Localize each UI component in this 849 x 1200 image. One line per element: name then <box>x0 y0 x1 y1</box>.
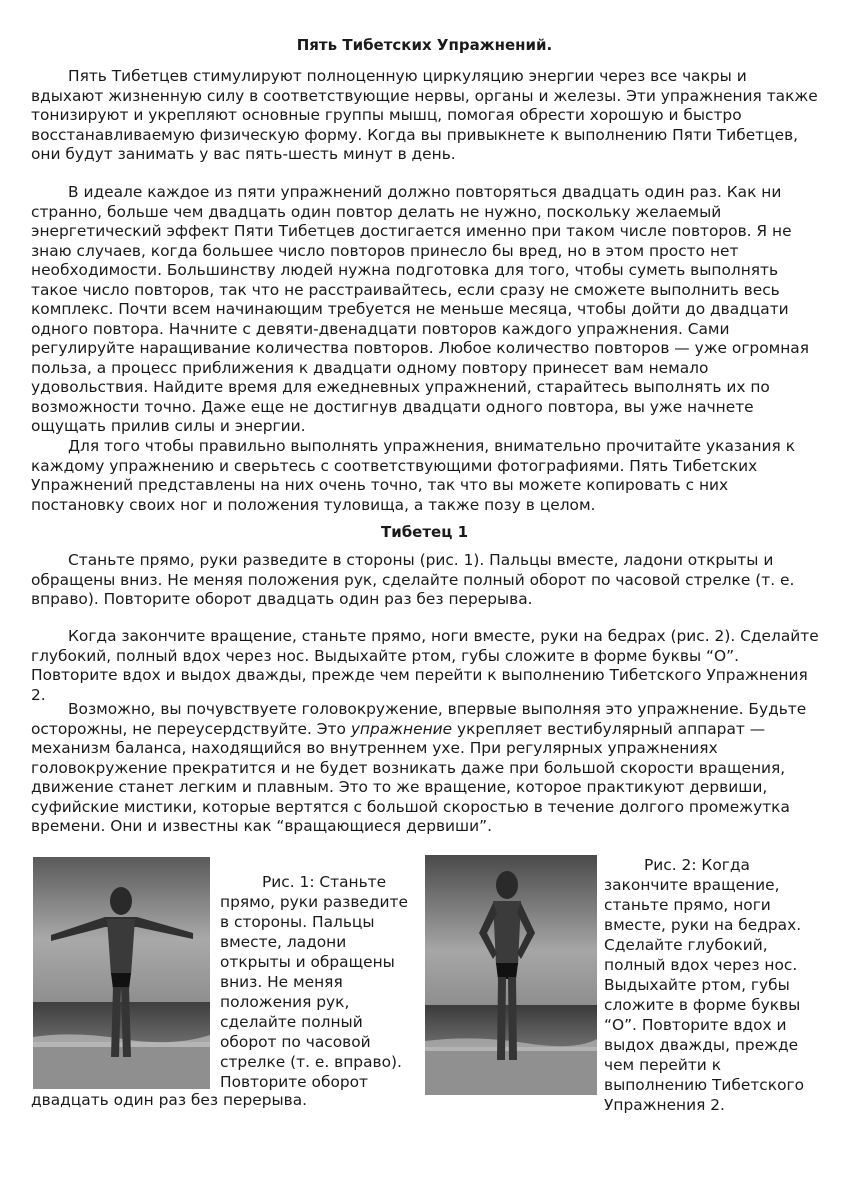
man-arms-outstretched-image <box>33 857 210 1089</box>
intro-paragraph-2: В идеале каждое из пяти упражнений должно повторяться двадцать один раз. Как ни странно, больше чем двадцать один повтор делать не нужно, поскольку желаемый энергетический эффект Пяти Тибетцев достигается именно при таком числе повторов. Я не знаю случаев, когда большее число повторов принесло бы вред, но в этом просто нет необходимости. Большинству людей нужна подготовка для того, чтобы суметь выполнять такое число повторов, так что не расстраивайтесь, если сразу не сможете выполнить весь комплекс. Почти всем начинающим требуется не меньше месяца, чтобы дойти до двадцати одного повтора. Начните с девяти-двенадцати повторов каждого упражнения. Сами регулируйте наращивание количества повторов. Любое количество повторов — уже огромная польза, а процесс приближения к двадцати одному повтору принесет вам немало удовольствия. Найдите время для ежедневных упражнений, старайтесь выполнять их по возможности точно. Даже еще не достигнув двадцати одного повтора, вы уже начнете ощущать прилив силы и энергии. <box>31 183 809 435</box>
intro-paragraph-3: Для того чтобы правильно выполнять упражнения, внимательно прочитайте указания к каждому упражнению и сверьтесь с соответствующими фотографиями. Пять Тибетских Упражнений представлены на них очень точно, так что вы можете копировать с них постановку своих ног и положения туловища, а также позу в целом. <box>31 437 795 514</box>
paragraph-text: Возможно, вы почувствуете головокружение, впервые выполняя это упражнение. Будьте осторожны, не переусердствуйте. Это <box>31 700 807 738</box>
page-title: Пять Тибетских Упражнений. <box>296 36 553 54</box>
section-paragraph-2: Когда закончите вращение, станьте прямо, ноги вместе, руки на бедрах (рис. 2). Сделайте глубокий, полный вдох через нос. Выдыхайте ртом, губы сложите в форме буквы “О”. Повторите вдох и выдох дважды, прежде чем перейти к выполнению Тибетского Упражнения 2. <box>31 627 819 704</box>
figure-2-photo <box>425 855 597 1095</box>
figure-2-caption: Рис. 2: Когда закончите вращение, станьте прямо, ноги вместе, руки на бедрах. Сделайте глубокий, полный вдох через нос. Выдыхайте ртом, губы сложите в форме буквы “О”. Повторите вдох и выдох дважды, прежде чем перейти к выполнению Тибетского Упражнения 2. <box>604 856 804 1114</box>
figure-1-photo <box>33 857 210 1089</box>
paragraph-text: укрепляет вестибулярный аппарат — механизм баланса, находящийся во внутреннем ухе. При регулярных упражнениях головокружение прекратится и не будет возникать даже при большой скорости вращения, движение станет легким и плавным. Это то же вращение, которое практикуют дервиши, суфийские мистики, которые вертятся с большой скоростью в течение долгого промежутка времени. Они и известны как “вращающиеся дервиши”. <box>31 719 790 835</box>
intro-paragraph-1: Пять Тибетцев стимулируют полноценную циркуляцию энергии через все чакры и вдыхают жизненную силу в соответствующие нервы, органы и железы. Эти упражнения также тонизируют и укрепляют основные группы мышц, помогая обрести хорошую и быстро восстанавливаемую физическую форму. Когда вы привыкнете к выполнению Пяти Тибетцев, они будут занимать у вас пять-шесть минут в день. <box>31 67 818 163</box>
section-heading: Тибетец 1 <box>380 523 469 541</box>
figure-1-caption: Рис. 1: Станьте прямо, руки разведите в стороны. Пальцы вместе, ладони открыты и обращены вниз. Не меняя положения рук, сделайте полный оборот по часовой стрелке (т. е. вправо). Повторите оборот <box>220 873 408 1091</box>
figure-1-caption-continued: двадцать один раз без перерыва. <box>31 1091 308 1109</box>
section-paragraph-1: Станьте прямо, руки разведите в стороны (рис. 1). Пальцы вместе, ладони открыты и обращены вниз. Не меняя положения рук, сделайте полный оборот по часовой стрелке (т. е. вправо). Повторите оборот двадцать один раз без перерыва. <box>31 551 795 608</box>
man-hands-on-hips-image <box>425 855 597 1095</box>
emphasis-text: упражнение <box>350 719 453 738</box>
section-paragraph-3 <box>31 700 821 837</box>
